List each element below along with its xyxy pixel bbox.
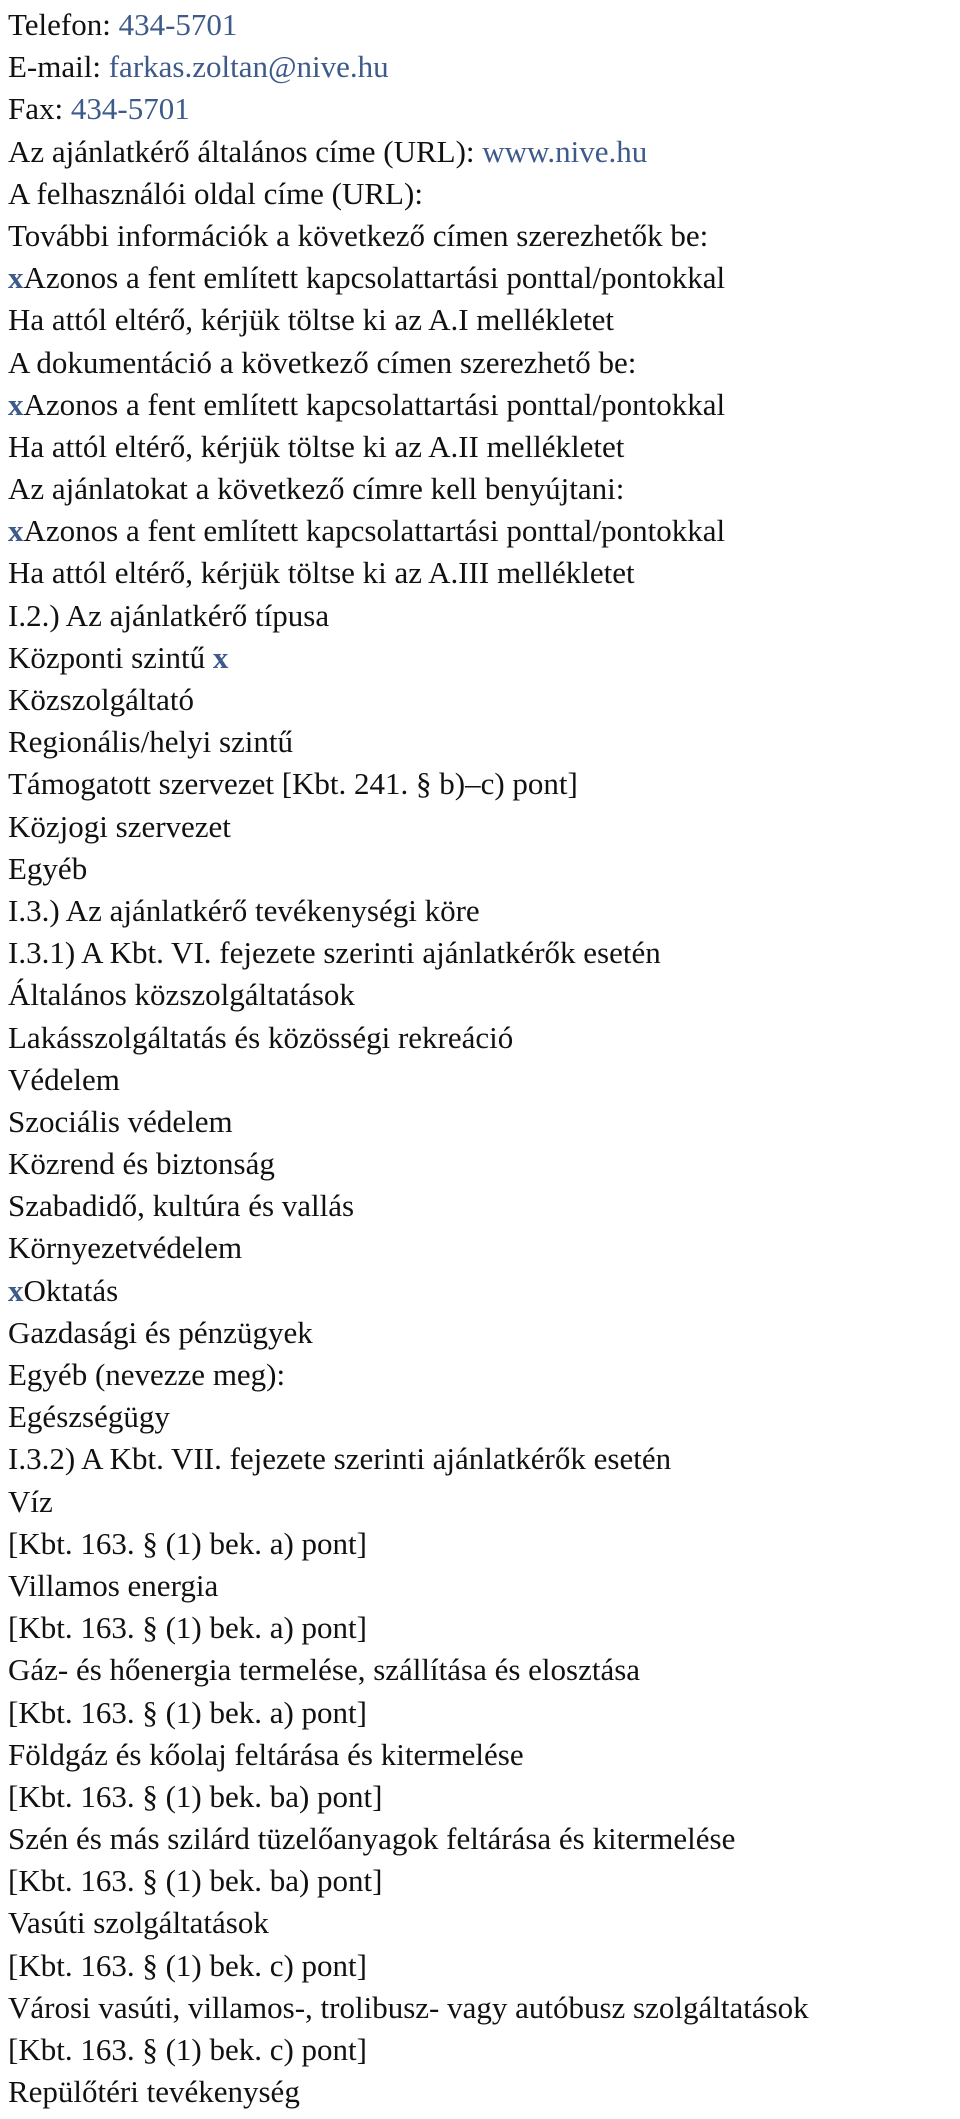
activity-option-label: Környezetvédelem bbox=[8, 1230, 243, 1266]
activity-sub2-heading bbox=[8, 1438, 956, 1480]
info-heading-text: További információk a következő címen szerezhetők be: bbox=[8, 217, 709, 253]
activity-option[interactable] bbox=[8, 1185, 956, 1227]
url-label: Az ajánlatkérő általános címe (URL): bbox=[8, 133, 475, 169]
activity-option-label: Szociális védelem bbox=[8, 1103, 233, 1139]
email-line bbox=[8, 46, 956, 88]
sector-reference bbox=[8, 1692, 956, 1734]
doc-check-mark[interactable]: x bbox=[8, 386, 24, 422]
phone-value: 434-5701 bbox=[118, 7, 238, 42]
doc-heading bbox=[8, 342, 956, 384]
activity-option[interactable] bbox=[8, 1354, 956, 1396]
activity-sub1-heading bbox=[8, 932, 956, 974]
fax-line bbox=[8, 88, 956, 130]
type-heading bbox=[8, 595, 956, 637]
activity-option[interactable] bbox=[8, 1143, 956, 1185]
type-central-option bbox=[8, 637, 956, 679]
activity-option-label: Gazdasági és pénzügyek bbox=[8, 1314, 313, 1350]
submit-heading bbox=[8, 468, 956, 510]
sector-option[interactable] bbox=[8, 1902, 956, 1944]
activity-option-label: Közrend és biztonság bbox=[8, 1146, 275, 1182]
sector-reference-text: [Kbt. 163. § (1) bek. a) pont] bbox=[8, 1610, 367, 1646]
phone-line bbox=[8, 4, 956, 46]
activity-sub2-heading-text: I.3.2) A Kbt. VII. fejezete szerinti ajánlatkérők esetén bbox=[8, 1441, 672, 1477]
fax-value: 434-5701 bbox=[70, 91, 190, 127]
sector-option[interactable] bbox=[8, 1734, 956, 1776]
email-label: E-mail: bbox=[8, 49, 101, 85]
activity-option-label: Általános közszolgáltatások bbox=[8, 977, 355, 1013]
type-central-label: Központi szintű bbox=[8, 639, 206, 675]
submit-check-mark[interactable]: x bbox=[8, 513, 24, 549]
submit-option-label: Azonos a fent említett kapcsolattartási ponttal/pontokkal bbox=[23, 513, 726, 549]
url-line bbox=[8, 131, 956, 173]
user-page-line bbox=[8, 173, 956, 215]
sector-option[interactable] bbox=[8, 1649, 956, 1691]
email-link[interactable]: farkas.zoltan@nive.hu bbox=[108, 49, 389, 85]
phone-label: Telefon: bbox=[8, 7, 111, 42]
sector-reference bbox=[8, 1607, 956, 1649]
type-central-check-mark[interactable]: x bbox=[212, 639, 229, 675]
type-option-label: Egyéb bbox=[8, 850, 88, 886]
doc-note-text: Ha attól eltérő, kérjük töltse ki az A.II mellékletet bbox=[8, 428, 625, 464]
document-page bbox=[8, 4, 956, 2113]
activity-option[interactable] bbox=[8, 1059, 956, 1101]
education-check-mark[interactable]: x bbox=[8, 1272, 24, 1308]
activity-heading-text: I.3.) Az ajánlatkérő tevékenységi köre bbox=[8, 892, 480, 928]
type-option-label: Regionális/helyi szintű bbox=[8, 724, 293, 760]
activity-heading bbox=[8, 890, 956, 932]
activity-option-label: Egyéb (nevezze meg): bbox=[8, 1357, 286, 1392]
info-heading bbox=[8, 215, 956, 257]
info-note-text: Ha attól eltérő, kérjük töltse ki az A.I mellékletet bbox=[8, 302, 615, 338]
sector-reference-text: [Kbt. 163. § (1) bek. c) pont] bbox=[8, 1947, 367, 1983]
sector-reference-text: [Kbt. 163. § (1) bek. c) pont] bbox=[8, 2032, 367, 2067]
activity-option[interactable] bbox=[8, 1396, 956, 1438]
sector-reference-text: [Kbt. 163. § (1) bek. ba) pont] bbox=[8, 1778, 383, 1814]
type-option[interactable] bbox=[8, 848, 956, 890]
sector-label: Víz bbox=[8, 1483, 53, 1519]
doc-option bbox=[8, 384, 956, 426]
sector-label: Szén és más szilárd tüzelőanyagok feltárása és kitermelése bbox=[8, 1821, 736, 1857]
fax-label: Fax: bbox=[8, 91, 64, 127]
type-option[interactable] bbox=[8, 721, 956, 763]
sector-reference bbox=[8, 2029, 956, 2071]
sector-reference bbox=[8, 1523, 956, 1565]
sector-label: Vasúti szolgáltatások bbox=[8, 1905, 269, 1941]
activity-option[interactable] bbox=[8, 1227, 956, 1269]
type-heading-text: I.2.) Az ajánlatkérő típusa bbox=[8, 597, 330, 633]
submit-note bbox=[8, 552, 956, 594]
sector-label: Földgáz és kőolaj feltárása és kitermelése bbox=[8, 1736, 524, 1772]
type-option[interactable] bbox=[8, 806, 956, 848]
doc-heading-text: A dokumentáció a következő címen szerezhető be: bbox=[8, 344, 637, 380]
sector-option[interactable] bbox=[8, 1987, 956, 2029]
sector-label: Repülőtéri tevékenység bbox=[8, 2074, 300, 2110]
sector-reference bbox=[8, 1945, 956, 1987]
type-option-label: Támogatott szervezet [Kbt. 241. § b)–c) pont] bbox=[8, 766, 578, 802]
url-link[interactable]: www.nive.hu bbox=[482, 133, 648, 169]
submit-heading-text: Az ajánlatokat a következő címre kell benyújtani: bbox=[8, 471, 625, 507]
type-option[interactable] bbox=[8, 763, 956, 805]
user-page-label: A felhasználói oldal címe (URL): bbox=[8, 175, 423, 211]
submit-note-text: Ha attól eltérő, kérjük töltse ki az A.III mellékletet bbox=[8, 555, 635, 591]
info-option-label: Azonos a fent említett kapcsolattartási ponttal/pontokkal bbox=[23, 260, 726, 296]
activity-option-label: Védelem bbox=[8, 1061, 120, 1097]
sector-option[interactable] bbox=[8, 2071, 956, 2113]
sector-option[interactable] bbox=[8, 1818, 956, 1860]
info-option bbox=[8, 257, 956, 299]
info-note bbox=[8, 299, 956, 341]
sector-reference bbox=[8, 1860, 956, 1902]
type-option-label: Közszolgáltató bbox=[8, 682, 194, 717]
info-check-mark[interactable]: x bbox=[8, 260, 24, 296]
doc-option-label: Azonos a fent említett kapcsolattartási ponttal/pontokkal bbox=[23, 386, 726, 422]
education-label: Oktatás bbox=[23, 1272, 119, 1308]
activity-education-option bbox=[8, 1270, 956, 1312]
sector-option[interactable] bbox=[8, 1565, 956, 1607]
activity-option-label: Lakásszolgáltatás és közösségi rekreáció bbox=[8, 1019, 514, 1055]
sector-label: Gáz- és hőenergia termelése, szállítása és elosztása bbox=[8, 1652, 641, 1688]
activity-sub1-heading-text: I.3.1) A Kbt. VI. fejezete szerinti ajánlatkérők esetén bbox=[8, 935, 661, 971]
activity-option[interactable] bbox=[8, 1312, 956, 1354]
sector-label: Villamos energia bbox=[8, 1567, 219, 1603]
type-option[interactable] bbox=[8, 679, 956, 721]
activity-option[interactable] bbox=[8, 1017, 956, 1059]
submit-option bbox=[8, 510, 956, 552]
sector-reference-text: [Kbt. 163. § (1) bek. a) pont] bbox=[8, 1525, 367, 1561]
sector-reference bbox=[8, 1776, 956, 1818]
activity-option[interactable] bbox=[8, 1101, 956, 1143]
type-option-label: Közjogi szervezet bbox=[8, 808, 231, 844]
sector-label: Városi vasúti, villamos-, trolibusz- vagy autóbusz szolgáltatások bbox=[8, 1989, 809, 2025]
activity-option[interactable] bbox=[8, 974, 956, 1016]
sector-reference-text: [Kbt. 163. § (1) bek. ba) pont] bbox=[8, 1863, 383, 1899]
sector-option[interactable] bbox=[8, 1481, 956, 1523]
doc-note bbox=[8, 426, 956, 468]
activity-option-label: Szabadidő, kultúra és vallás bbox=[8, 1188, 355, 1224]
sector-reference-text: [Kbt. 163. § (1) bek. a) pont] bbox=[8, 1694, 367, 1730]
activity-option-label: Egészségügy bbox=[8, 1399, 170, 1435]
